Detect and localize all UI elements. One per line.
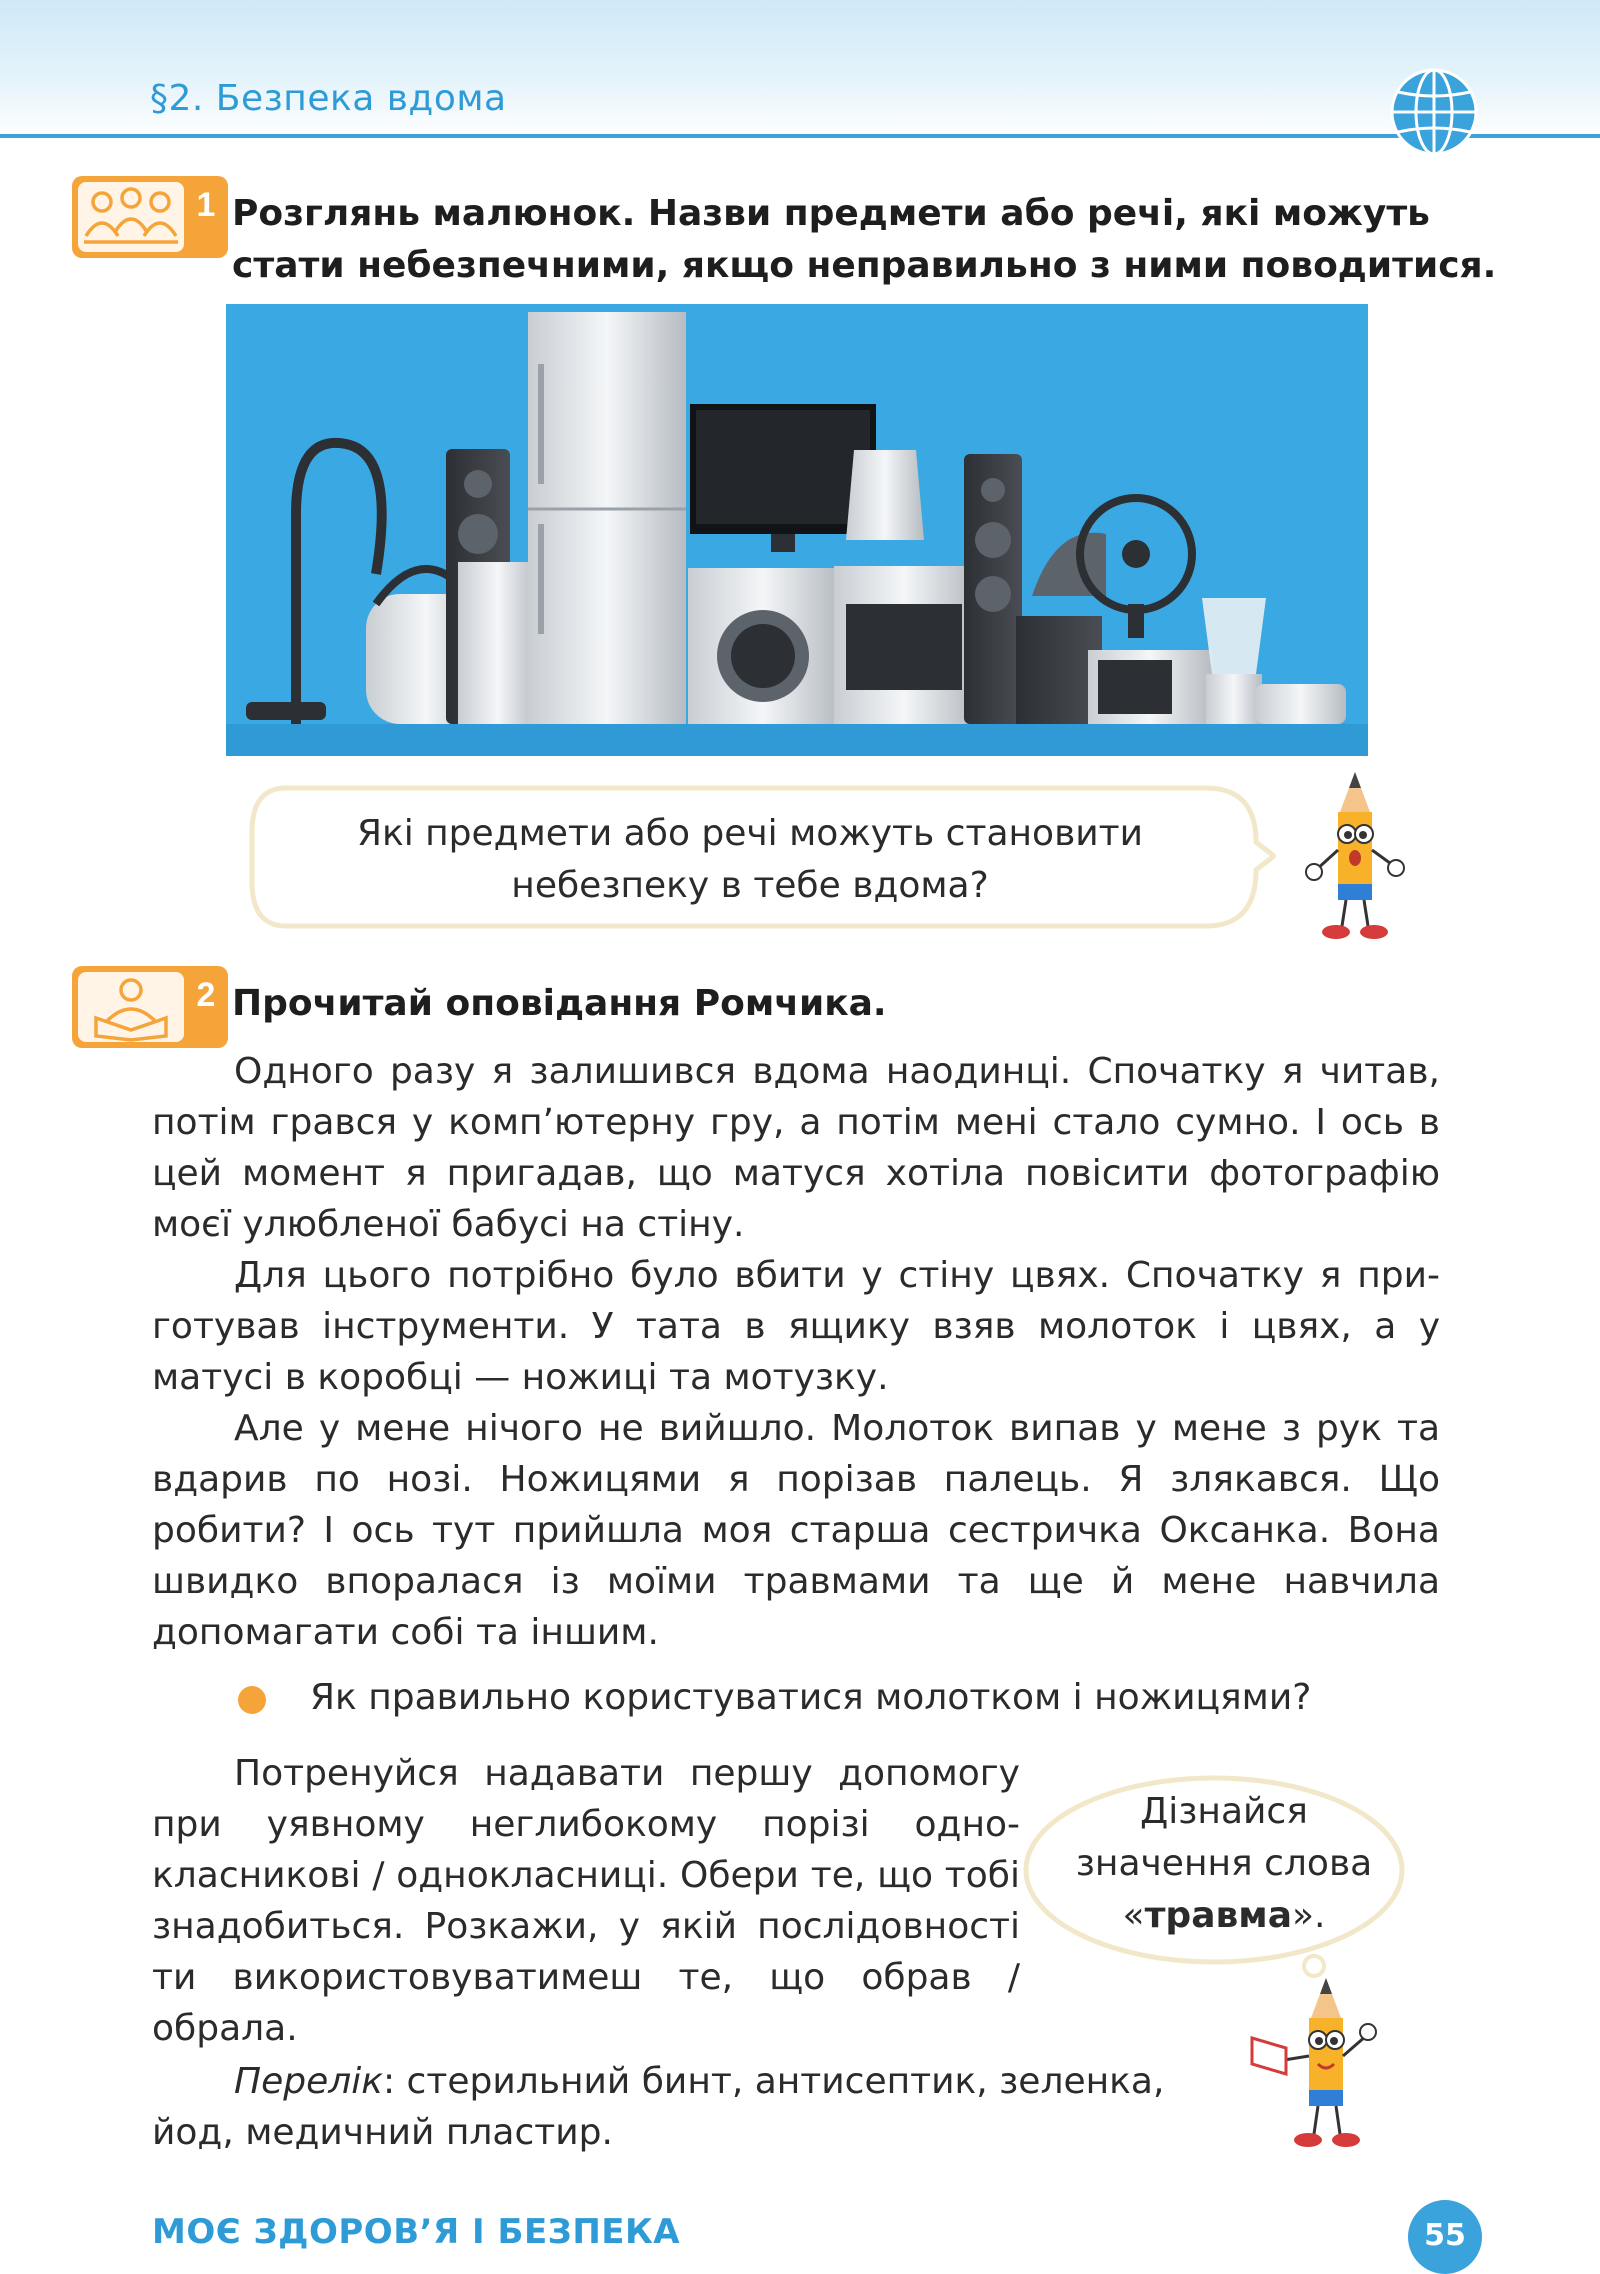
- header-band: [0, 0, 1600, 140]
- task-number: 1: [196, 186, 216, 224]
- pencil-mascot: [1246, 1976, 1396, 2156]
- list-label: Перелік: [234, 2061, 383, 2102]
- thought-line3: [1024, 1890, 1424, 1942]
- practice-text: [152, 1748, 1020, 2054]
- appliances-picture: [226, 304, 1368, 756]
- thought-line1: Дізнайся: [1140, 1791, 1308, 1832]
- bubble-line2: небезпеку в тебе вдома?: [511, 865, 989, 906]
- task1-instruction-line1: Розглянь малюнок. Назви предмети або речі, які можуть: [232, 193, 1430, 234]
- task-number: 2: [196, 976, 216, 1014]
- bubble-line1: Які предмети або речі можуть становити: [356, 813, 1144, 854]
- group-icon: [78, 182, 184, 252]
- globe-icon: [1388, 66, 1480, 158]
- task-badge-2: [72, 966, 228, 1048]
- footer-title: МОЄ ЗДОРОВ’Я І БЕЗПЕКА: [152, 2212, 681, 2252]
- bullet-dot: [238, 1686, 266, 1714]
- section-title: §2. Безпека вдома: [150, 78, 507, 119]
- practice-paragraph: Потренуйся надавати першу допомогу при уявному неглибокому порізі однокласникові / однокласниці. Обери те, що тобі знадобиться. Розкажи, у якій послідовності ти використовуватимеш те, що обрав / обрала.: [152, 1753, 1020, 2049]
- reader-icon: [78, 972, 184, 1042]
- keyword: травма: [1144, 1895, 1292, 1936]
- task-badge-1: [72, 176, 228, 258]
- story-paragraph: Але у мене нічого не вийшло. Молоток випав у мене з рук та вдарив по нозі. Ножицями я порізав палець. Я злякався. Що робити? І ось тут прийшла моя старша сестричка Оксанка. Вона швидко впоралася із моїми травмами та ще й мене навчила допомагати собі та іншим.: [152, 1408, 1440, 1653]
- quote-open: «: [1122, 1895, 1145, 1936]
- story-paragraph: Одного разу я залишився вдома наодинці. Спочатку я читав, потім грався у комп’ютерну гру, а потім мені стало сумно. І ось в цей момент я пригадав, що матуся хотіла повісити фотографію моєї улюбленої бабусі на стіну.: [152, 1051, 1440, 1245]
- task1-instruction-line2: стати небезпечними, якщо неправильно з ними поводитися.: [232, 245, 1497, 286]
- question-text: Як правильно користуватися молотком і ножицями?: [310, 1677, 1312, 1718]
- pencil-mascot: [1300, 770, 1410, 945]
- story-paragraph: Для цього потрібно було вбити у стіну цвях. Спочатку я приготував інструменти. У тата в ящику взяв молоток і цвях, а у матусі в коробці — ножиці та мотузку.: [152, 1255, 1440, 1398]
- task2-title: Прочитай оповідання Ромчика.: [232, 983, 887, 1024]
- story-text: [152, 1046, 1440, 1658]
- list-text: [152, 2056, 1212, 2158]
- header-line: [0, 134, 1600, 138]
- quote-close: ».: [1292, 1895, 1326, 1936]
- list-items: : стерильний бинт, антисептик, зеленка, йод, медичний пластир.: [152, 2061, 1165, 2153]
- page-number: 55: [1424, 2218, 1466, 2253]
- thought-line2: значення слова: [1075, 1843, 1373, 1884]
